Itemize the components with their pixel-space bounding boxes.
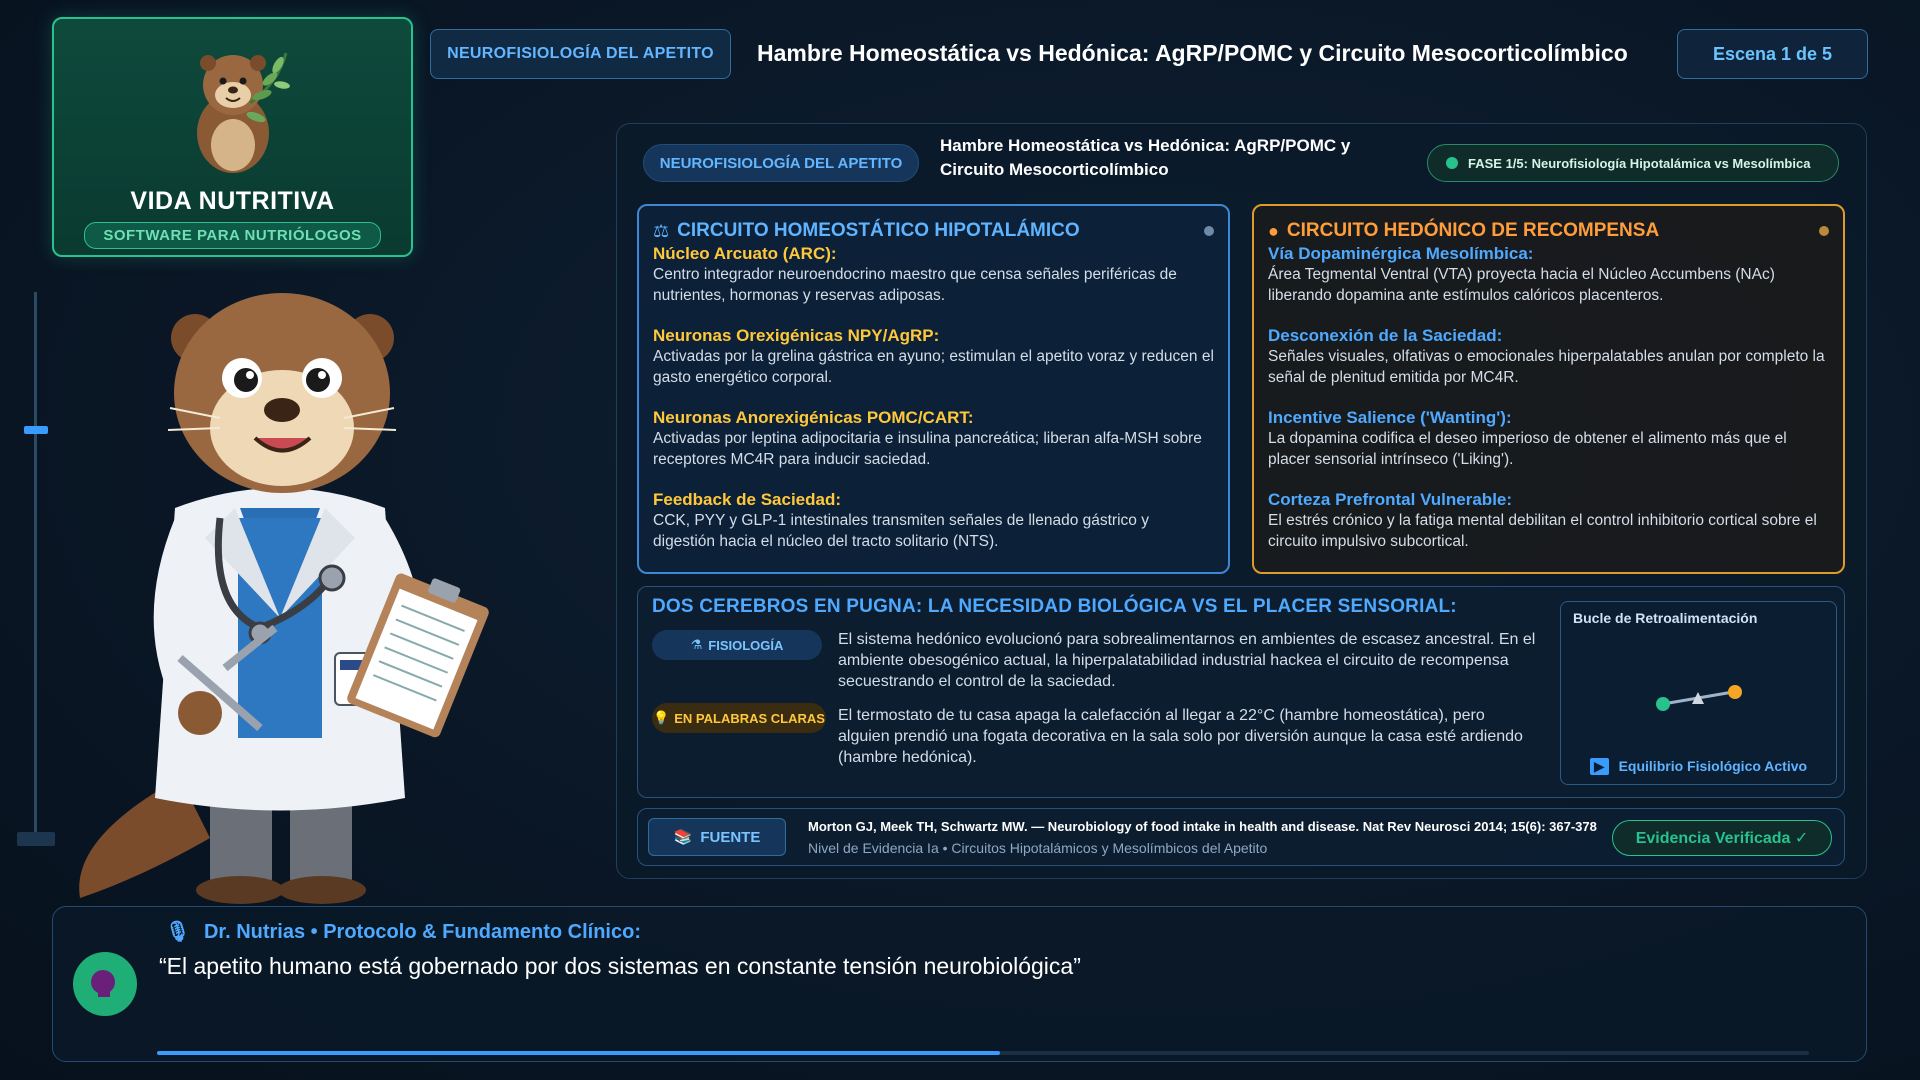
two-brains-section bbox=[637, 586, 1845, 798]
source-button-label: FUENTE bbox=[700, 828, 761, 846]
source-reference: Morton GJ, Meek TH, Schwartz MW. — Neurobiology of food intake in health and disease. Nat Rev Neurosci 2014; 15(6): 367-378 bbox=[808, 819, 1597, 834]
item-title: Corteza Prefrontal Vulnerable: bbox=[1268, 490, 1513, 509]
homeostatic-item bbox=[653, 490, 1214, 552]
item-text: Activadas por leptina adipocitaria e insulina pancreática; liberan alfa-MSH sobre receptores MC4R para inducir saciedad. bbox=[653, 430, 1202, 468]
item-text: El estrés crónico y la fatiga mental debilitan el control inhibitorio cortical sobre el circuito impulsivo subcortical. bbox=[1268, 512, 1817, 550]
item-title: Desconexión de la Saciedad: bbox=[1268, 326, 1503, 345]
narration-progress-bar bbox=[157, 1051, 1809, 1055]
lightbulb-icon: 💡 bbox=[653, 710, 670, 725]
slider-thumb[interactable] bbox=[24, 426, 48, 434]
source-evidence-level: Nivel de Evidencia Ia • Circuitos Hipotalámicos y Mesolímbicos del Apetito bbox=[808, 840, 1268, 856]
balance-scale-graphic bbox=[1561, 642, 1838, 742]
hedonic-weight bbox=[1728, 685, 1742, 699]
hedonic-item bbox=[1268, 408, 1829, 470]
feedback-loop-widget bbox=[1560, 601, 1837, 785]
equilibrium-status-label: Equilibrio Fisiológico Activo bbox=[1618, 758, 1808, 774]
narration-quote: “El apetito humano está gobernado por dos sistemas en constante tensión neurobiológica” bbox=[159, 953, 1081, 979]
speaking-head-icon bbox=[88, 967, 122, 1001]
hedonic-item bbox=[1268, 326, 1829, 388]
otter-doctor-mascot bbox=[60, 278, 530, 908]
card-dot-icon bbox=[1204, 226, 1214, 236]
item-text: Centro integrador neuroendocrino maestro que censa señales periféricas de nutrientes, hormonas y reservas adiposas. bbox=[653, 266, 1177, 304]
panel-title: Hambre Homeostática vs Hedónica: AgRP/POMC y Circuito Mesocorticolímbico bbox=[940, 136, 1351, 179]
plain-words-tag-label: EN PALABRAS CLARAS bbox=[674, 710, 825, 726]
microphone-icon: 🎙 bbox=[165, 921, 191, 943]
hedonic-circuit-card bbox=[1252, 204, 1845, 574]
book-icon: 📚 bbox=[673, 829, 693, 846]
physiology-text: El sistema hedónico evolucionó para sobrealimentarnos en ambientes de escasez ancestral. En el ambiente obesogénico actual, la hiperpalatabilidad industrial hackea el circuito de recompensa secuestrando el control de la saciedad. bbox=[838, 631, 1536, 690]
status-dot-icon bbox=[1446, 157, 1458, 169]
hedonic-item bbox=[1268, 490, 1829, 552]
homeostatic-item bbox=[653, 326, 1214, 388]
plain-words-tag bbox=[652, 703, 826, 733]
play-icon: ▶ bbox=[1590, 758, 1609, 775]
page-title: Hambre Homeostática vs Hedónica: AgRP/POMC y Circuito Mesocorticolímbico bbox=[757, 40, 1628, 66]
physiology-tag bbox=[652, 630, 822, 660]
item-text: Activadas por la grelina gástrica en ayuno; estimulan el apetito voraz y reducen el gasto energético corporal. bbox=[653, 348, 1214, 386]
homeostatic-card-title: CIRCUITO HOMEOSTÁTICO HIPOTALÁMICO bbox=[677, 220, 1080, 241]
item-title: Núcleo Arcuato (ARC): bbox=[653, 244, 837, 263]
phase-label: FASE 1/5: Neurofisiología Hipotalámica vs Mesolímbica bbox=[1468, 155, 1811, 171]
brand-card bbox=[52, 17, 413, 257]
homeostatic-circuit-card bbox=[637, 204, 1230, 574]
speaker-avatar bbox=[73, 952, 137, 1016]
item-title: Vía Dopaminérgica Mesolímbica: bbox=[1268, 244, 1534, 263]
item-text: Área Tegmental Ventral (VTA) proyecta hacia el Núcleo Accumbens (NAc) liberando dopamina ante estímulos calóricos placenteros. bbox=[1268, 266, 1775, 304]
two-brains-title: DOS CEREBROS EN PUGNA: LA NECESIDAD BIOLÓGICA VS EL PLACER SENSORIAL: bbox=[652, 596, 1457, 617]
narration-progress-fill bbox=[157, 1051, 1000, 1055]
narration-panel bbox=[52, 906, 1867, 1062]
scene-indicator-button[interactable]: Escena 1 de 5 bbox=[1677, 29, 1868, 79]
source-bar bbox=[637, 808, 1845, 866]
physiology-tag-label: FISIOLOGÍA bbox=[708, 637, 784, 653]
item-title: Incentive Salience ('Wanting'): bbox=[1268, 408, 1512, 427]
slider-track bbox=[34, 292, 37, 838]
header-category-pill: NEUROFISIOLOGÍA DEL APETITO bbox=[430, 29, 731, 79]
card-dot-icon bbox=[1819, 226, 1829, 236]
plain-words-text: El termostato de tu casa apaga la calefacción al llegar a 22°C (hambre homeostática), pero alguien prendió una fogata decorativa en la sala solo por diversión aunque la casa esté ardiendo (hambre hedónica). bbox=[838, 707, 1523, 766]
item-title: Feedback de Saciedad: bbox=[653, 490, 842, 509]
feedback-loop-title: Bucle de Retroalimentación bbox=[1573, 610, 1758, 626]
otter-logo bbox=[158, 33, 308, 183]
homeostatic-card-header bbox=[653, 220, 1214, 242]
brand-name: VIDA NUTRITIVA bbox=[130, 187, 335, 215]
source-button[interactable] bbox=[648, 818, 786, 856]
hedonic-card-title: CIRCUITO HEDÓNICO DE RECOMPENSA bbox=[1286, 220, 1660, 241]
homeostatic-item bbox=[653, 244, 1214, 306]
vertical-slider[interactable] bbox=[30, 292, 42, 852]
item-text: Señales visuales, olfativas o emocionales hiperpalatables anulan por completo la señal de plenitud emitida por MC4R. bbox=[1268, 348, 1825, 386]
microscope-icon: ⚗ bbox=[690, 637, 703, 652]
homeostatic-item bbox=[653, 408, 1214, 470]
item-text: La dopamina codifica el deseo imperioso de obtener el alimento más que el placer sensorial intrínseco ('Liking'). bbox=[1268, 430, 1787, 468]
evidence-verified-badge: Evidencia Verificada ✓ bbox=[1612, 820, 1832, 856]
equilibrium-status bbox=[1561, 758, 1836, 775]
panel-category-pill: NEUROFISIOLOGÍA DEL APETITO bbox=[643, 144, 919, 182]
narration-speaker bbox=[165, 919, 641, 944]
scale-icon: ⚖ bbox=[653, 220, 670, 241]
brand-tagline: SOFTWARE PARA NUTRIÓLOGOS bbox=[84, 222, 380, 249]
item-text: CCK, PYY y GLP-1 intestinales transmiten señales de llenado gástrico y digestión hacia el núcleo del tracto solitario (NTS). bbox=[653, 512, 1149, 550]
homeostatic-weight bbox=[1656, 697, 1670, 711]
main-panel bbox=[616, 123, 1867, 879]
hedonic-item bbox=[1268, 244, 1829, 306]
item-title: Neuronas Orexigénicas NPY/AgRP: bbox=[653, 326, 940, 345]
narration-speaker-label: Dr. Nutrias • Protocolo & Fundamento Clínico: bbox=[203, 921, 641, 943]
phase-badge bbox=[1427, 144, 1839, 182]
reward-icon: ● bbox=[1268, 220, 1279, 241]
item-title: Neuronas Anorexigénicas POMC/CART: bbox=[653, 408, 974, 427]
hedonic-card-header bbox=[1268, 220, 1829, 242]
slider-base bbox=[17, 832, 55, 846]
